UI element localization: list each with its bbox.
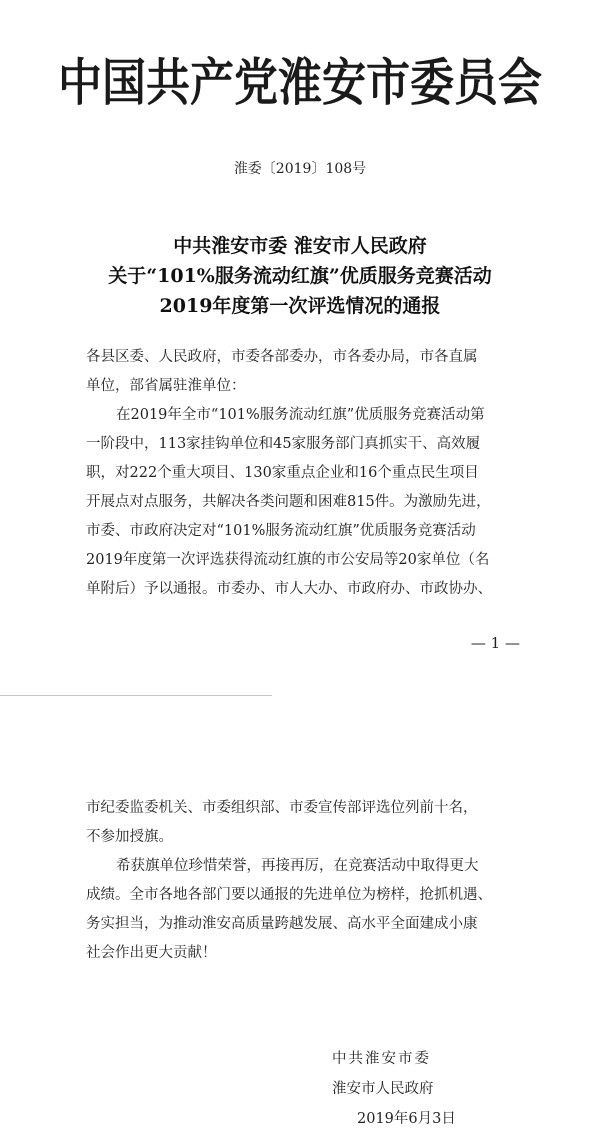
document-number: 淮委〔2019〕108号	[233, 161, 367, 177]
closing-line-1: 希获旗单位珍惜荣誉，再接再厉，在竞赛活动中取得更大	[116, 858, 479, 874]
body-continuation	[86, 794, 526, 852]
closing-line-4: 社会作出更大贡献！	[86, 945, 217, 961]
body-line-1: 在2019年全市“101%服务流动红旗”优质服务竞赛活动第	[116, 407, 485, 423]
body-paragraph-1	[86, 401, 526, 604]
body-line-6: 2019年度第一次评选获得流动红旗的市公安局等20家单位（名	[86, 552, 490, 568]
title-line-1: 中共淮安市委 淮安市人民政府	[173, 235, 427, 257]
continuation-line-1: 市纪委监委机关、市委组织部、市委宣传部评选位列前十名，	[86, 800, 478, 816]
title-line-3: 2019年度第一次评选情况的通报	[159, 295, 441, 317]
body-line-4: 开展点对点服务，共解决各类问题和困难815件。为激励先进，	[86, 494, 491, 510]
page-number: — 1 —	[470, 634, 520, 652]
page-divider	[0, 695, 272, 696]
salutation	[86, 343, 526, 401]
signature-issuer-1: 中共淮安市委	[332, 1051, 431, 1067]
signature-date: 2019年6月3日	[357, 1111, 456, 1127]
body-line-5: 市委、市政府决定对“101%服务流动红旗”优质服务竞赛活动	[86, 523, 476, 539]
closing-paragraph	[86, 852, 526, 968]
salutation-line-1: 各县区委、人民政府，市委各部委办，市各委办局，市各直属	[86, 349, 478, 365]
closing-line-2: 成绩。全市各地各部门要以通报的先进单位为榜样，抢抓机遇、	[86, 887, 492, 903]
document-title	[0, 231, 600, 321]
continuation-line-2: 不参加授旗。	[86, 829, 173, 845]
body-line-2: 一阶段中，113家挂钩单位和45家服务部门真抓实干、高效履	[86, 436, 481, 452]
document-header-title: 中国共产党淮安市委员会	[58, 53, 542, 113]
salutation-line-2: 单位，部省属驻淮单位：	[86, 378, 246, 394]
body-line-3: 职，对222个重大项目、130家重点企业和16个重点民生项目	[86, 465, 479, 481]
body-line-7: 单附后）予以通报。市委办、市人大办、市政府办、市政协办、	[86, 581, 492, 597]
title-line-2: 关于“101%服务流动红旗”优质服务竞赛活动	[108, 265, 492, 287]
signature-issuer-2: 淮安市人民政府	[332, 1081, 434, 1097]
closing-line-3: 务实担当，为推动淮安高质量跨越发展、高水平全面建成小康	[86, 916, 478, 932]
